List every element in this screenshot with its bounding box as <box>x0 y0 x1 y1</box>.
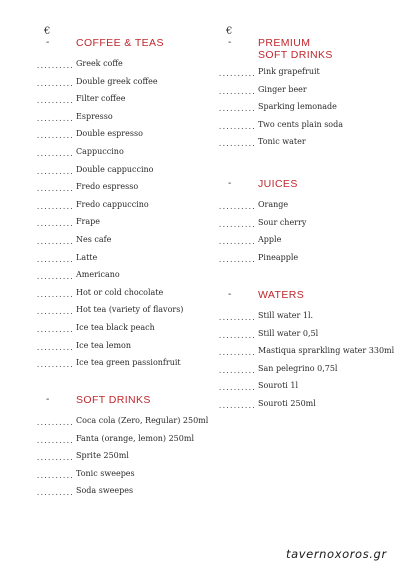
price-placeholder-dots: .......... <box>36 114 74 123</box>
section-header <box>36 394 211 410</box>
menu-list <box>218 200 388 270</box>
menu-item <box>36 305 211 323</box>
section-title: SOFT DRINKS <box>76 394 151 406</box>
section-dash: - <box>46 394 50 405</box>
price-placeholder-dots: .......... <box>36 308 74 317</box>
menu-item <box>218 329 388 347</box>
menu-item <box>36 451 211 469</box>
price-placeholder-dots: .......... <box>36 273 74 282</box>
watermark-text: tavernoxoros.gr <box>286 547 387 561</box>
menu-item <box>36 358 211 376</box>
price-placeholder-dots: .......... <box>218 238 256 247</box>
menu-item-name: Soda sweepes <box>76 486 134 496</box>
menu-item <box>36 434 211 452</box>
section-header <box>218 178 388 194</box>
menu-item <box>218 200 388 218</box>
price-placeholder-dots: .......... <box>218 87 256 96</box>
menu-item <box>218 364 388 382</box>
menu-item-name: Souroti 250ml <box>258 398 316 408</box>
menu-item <box>36 217 211 235</box>
section-title <box>258 37 333 61</box>
menu-item-name: Double greek coffee <box>76 76 158 86</box>
menu-item-name: Ice tea lemon <box>76 340 132 350</box>
price-placeholder-dots: .......... <box>36 255 74 264</box>
menu-item <box>36 200 211 218</box>
menu-item-name: Americano <box>76 270 120 280</box>
price-placeholder-dots: .......... <box>36 149 74 158</box>
price-placeholder-dots: .......... <box>36 290 74 299</box>
section-header <box>218 37 388 65</box>
menu-item-name: Nes cafe <box>76 234 112 244</box>
menu-item-name: Still water 1l. <box>258 311 314 320</box>
price-placeholder-dots: .......... <box>36 185 74 194</box>
menu-item <box>36 270 211 288</box>
price-placeholder-dots: .......... <box>36 361 74 370</box>
menu-item <box>218 85 388 103</box>
price-placeholder-dots: .......... <box>218 220 256 229</box>
menu-item <box>36 486 211 504</box>
menu-item-name: Cappuccino <box>76 146 124 156</box>
menu-list <box>218 311 395 417</box>
section-title-line2: SOFT DRINKS <box>258 49 333 61</box>
price-placeholder-dots: .......... <box>218 331 256 340</box>
menu-item <box>36 416 211 434</box>
section-dash: - <box>46 37 50 48</box>
section-header <box>218 289 388 305</box>
menu-list <box>218 67 388 155</box>
section-soft-drinks <box>36 394 211 504</box>
menu-item <box>36 59 211 77</box>
menu-item <box>218 102 388 120</box>
menu-item-name: Ice tea green passionfruit <box>76 358 181 368</box>
menu-item <box>218 311 388 329</box>
menu-item <box>36 235 211 253</box>
menu-item <box>36 182 211 200</box>
menu-item <box>36 469 211 487</box>
price-placeholder-dots: .......... <box>36 489 74 498</box>
menu-item <box>36 77 211 95</box>
menu-item-name: Mastiqua sprarkling water 330ml <box>258 346 395 356</box>
menu-item <box>36 147 211 165</box>
menu-item <box>218 346 395 364</box>
price-placeholder-dots: .......... <box>218 140 256 149</box>
menu-item <box>36 112 211 130</box>
menu-item-name: Tonic water <box>258 137 306 147</box>
menu-item-name: Espresso <box>76 111 113 121</box>
price-placeholder-dots: .......... <box>218 349 256 358</box>
section-juices <box>218 178 388 270</box>
menu-item-name: Ice tea black peach <box>76 322 155 332</box>
menu-item-name: Ginger beer <box>258 84 307 94</box>
price-placeholder-dots: .......... <box>218 255 256 264</box>
section-waters <box>218 289 395 417</box>
menu-item-name: Still water 0,5l <box>258 328 319 338</box>
menu-item-name: Double espresso <box>76 129 143 139</box>
price-placeholder-dots: .......... <box>36 202 74 211</box>
menu-item <box>36 94 211 112</box>
price-placeholder-dots: .......... <box>36 97 74 106</box>
menu-item-name: Sour cherry <box>258 217 307 227</box>
price-placeholder-dots: .......... <box>36 132 74 141</box>
price-placeholder-dots: .......... <box>218 401 256 410</box>
menu-item-name: Hot or cold chocolate <box>76 287 164 297</box>
menu-item-name: Frape <box>76 217 100 227</box>
section-header <box>36 37 211 53</box>
menu-item <box>36 129 211 147</box>
section-title: JUICES <box>258 178 298 190</box>
menu-item-name: Pink grapefruit <box>258 67 320 76</box>
menu-item-name: Double cappuccino <box>76 164 154 174</box>
price-placeholder-dots: .......... <box>36 454 74 463</box>
menu-item <box>218 67 388 85</box>
menu-item <box>218 137 388 155</box>
menu-item-name: Apple <box>258 235 282 245</box>
menu-item-name: Fanta (orange, lemon) 250ml <box>76 433 195 443</box>
price-placeholder-dots: .......... <box>218 122 256 131</box>
price-placeholder-dots: .......... <box>36 167 74 176</box>
section-dash: - <box>228 37 232 48</box>
section-title: WATERS <box>258 289 305 301</box>
menu-item <box>36 341 211 359</box>
menu-list <box>36 416 211 504</box>
menu-item-name: Greek coffe <box>76 59 123 68</box>
section-title-line1: PREMIUM <box>258 37 311 49</box>
menu-item <box>36 288 211 306</box>
menu-item-name: Orange <box>258 200 289 209</box>
menu-item-name: Pineapple <box>258 252 299 262</box>
price-placeholder-dots: .......... <box>36 325 74 334</box>
price-placeholder-dots: .......... <box>36 237 74 246</box>
menu-item <box>218 218 388 236</box>
menu-item-name: Latte <box>76 252 98 262</box>
menu-item-name: Fredo cappuccino <box>76 199 149 209</box>
menu-item <box>36 165 211 183</box>
menu-list <box>36 59 211 376</box>
menu-item <box>218 120 388 138</box>
section-premium-soft-drinks <box>218 37 388 155</box>
menu-item <box>218 399 388 417</box>
menu-item-name: San pelegrino 0,75l <box>258 363 338 373</box>
price-placeholder-dots: .......... <box>36 343 74 352</box>
menu-item-name: Fredo espresso <box>76 182 139 192</box>
menu-item-name: Souroti 1l <box>258 381 299 391</box>
menu-item-name: Sprite 250ml <box>76 451 129 461</box>
menu-item-name: Two cents plain soda <box>258 119 344 129</box>
section-dash: - <box>228 178 232 189</box>
price-placeholder-dots: .......... <box>36 436 74 445</box>
price-placeholder-dots: .......... <box>218 203 256 211</box>
menu-item-name: Tonic sweepes <box>76 468 135 478</box>
menu-item <box>218 235 388 253</box>
menu-item-name: Coca cola (Zero, Regular) 250ml <box>76 416 209 425</box>
price-placeholder-dots: .......... <box>218 366 256 375</box>
section-dash: - <box>228 289 232 300</box>
menu-item-name: Sparking lemonade <box>258 102 337 112</box>
menu-item <box>218 381 388 399</box>
price-placeholder-dots: .......... <box>218 105 256 114</box>
price-placeholder-dots: .......... <box>36 62 74 70</box>
currency-symbol: € <box>226 26 233 37</box>
price-placeholder-dots: .......... <box>36 220 74 229</box>
price-placeholder-dots: .......... <box>218 314 256 322</box>
price-placeholder-dots: .......... <box>218 384 256 393</box>
section-title: COFFEE & TEAS <box>76 37 164 49</box>
menu-item <box>36 323 211 341</box>
section-coffee-teas <box>36 37 211 376</box>
price-placeholder-dots: .......... <box>36 419 74 427</box>
price-placeholder-dots: .......... <box>218 70 256 78</box>
price-placeholder-dots: .......... <box>36 471 74 480</box>
menu-item-name: Filter coffee <box>76 94 126 104</box>
menu-item-name: Hot tea (variety of flavors) <box>76 305 184 315</box>
menu-item <box>36 253 211 271</box>
menu-item <box>218 253 388 271</box>
price-placeholder-dots: .......... <box>36 79 74 88</box>
currency-symbol: € <box>44 26 51 37</box>
